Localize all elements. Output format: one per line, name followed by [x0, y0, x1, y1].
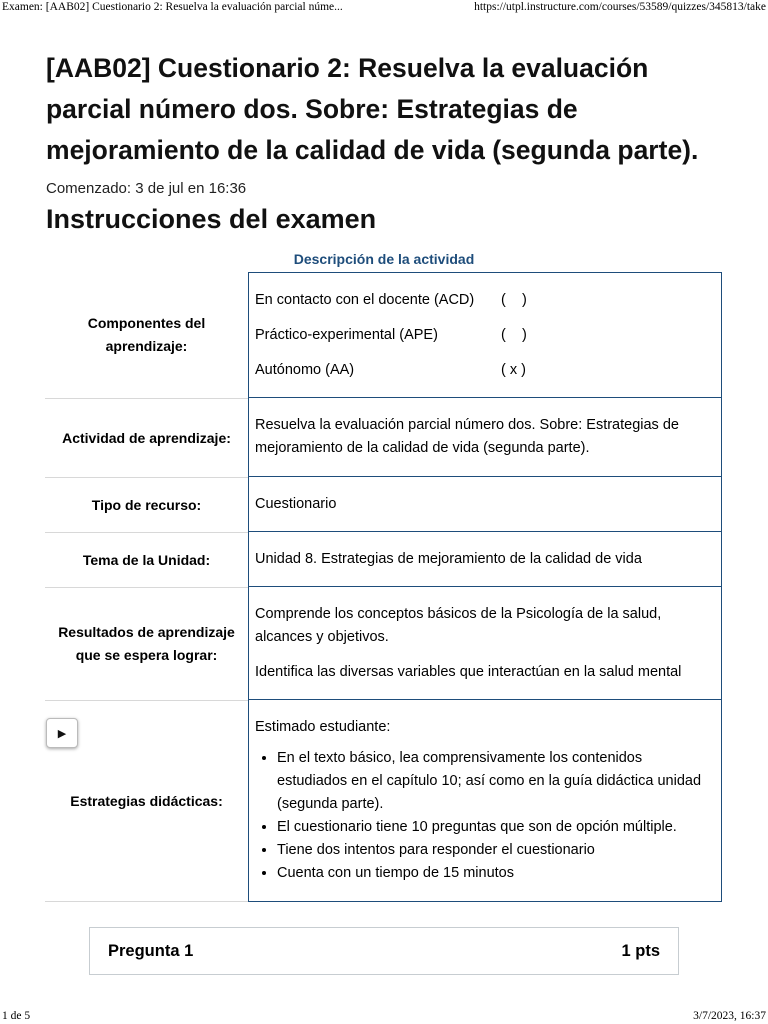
component-mark: ( x ): [501, 361, 526, 378]
row-unit-topic: [45, 532, 722, 587]
components-cell: [248, 272, 722, 398]
print-footer: [0, 1008, 768, 1024]
strategy-item: • Tiene dos intentos para responder el cuestionario: [277, 839, 715, 862]
component-mark: ( ): [501, 291, 527, 308]
row-components: [45, 272, 722, 398]
instructions-heading: Instrucciones del examen: [46, 204, 377, 234]
question-points: 1 pts: [621, 942, 660, 960]
row-strategies: [45, 700, 722, 902]
expected-result-item: Identifica las diversas variables que interactúan en la salud mental: [255, 663, 682, 680]
activity-description-caption: Descripción de la actividad: [293, 251, 475, 267]
component-mark: ( ): [501, 326, 527, 343]
strategy-item: • Cuenta con un tiempo de 15 minutos: [277, 862, 715, 885]
strategy-item: • En el texto básico, lea comprensivamente los contenidos estudiados en el capítulo 10; así como en la guía didáctica unidad (segunda parte).: [277, 747, 715, 816]
print-datetime: 3/7/2023, 16:37: [693, 1010, 766, 1022]
started-timestamp: Comenzado: 3 de jul en 16:36: [46, 180, 247, 197]
row-resource-type: [45, 477, 722, 532]
strategies-greeting: Estimado estudiante:: [255, 719, 391, 735]
print-url: https://utpl.instructure.com/courses/53589/quizzes/345813/take: [474, 1, 766, 13]
component-item: [255, 353, 715, 388]
print-header: [0, 0, 768, 18]
strategies-label: Estrategias didácticas:: [45, 700, 248, 902]
print-page-title: Examen: [AAB02] Cuestionario 2: Resuelva la evaluación parcial núme...: [2, 1, 343, 13]
component-name: En contacto con el docente (ACD): [255, 291, 475, 308]
resource-type-label: Tipo de recurso:: [45, 477, 248, 532]
strategies-cell: [248, 700, 722, 902]
component-name: Práctico-experimental (APE): [255, 326, 438, 343]
print-page-number: 1 de 5: [2, 1010, 31, 1022]
component-name: Autónomo (AA): [255, 361, 355, 378]
strategies-list: [255, 747, 715, 885]
question-header-bar: [90, 928, 678, 975]
strategy-item: • El cuestionario tiene 10 preguntas que son de opción múltiple.: [277, 816, 715, 839]
components-label: Componentes del aprendizaje:: [87, 315, 206, 354]
play-icon: ▶: [57, 727, 67, 740]
row-learning-activity: [45, 398, 722, 477]
component-item: [255, 283, 715, 318]
expected-results-cell: [248, 587, 722, 700]
activity-table: [45, 272, 722, 902]
unit-topic-label: Tema de la Unidad:: [45, 532, 248, 587]
quiz-title: [AAB02] Cuestionario 2: Resuelva la evaluación parcial número dos. Sobre: Estrategias de mejoramiento de la calidad de vida (segunda parte).: [46, 53, 699, 165]
resource-type-value: Cuestionario: [248, 477, 722, 532]
expected-results-label: Resultados de aprendizaje que se espera lograr:: [45, 587, 248, 700]
expected-result-item: Comprende los conceptos básicos de la Psicología de la salud, alcances y objetivos.: [255, 605, 662, 645]
unit-topic-value: Unidad 8. Estrategias de mejoramiento de la calidad de vida: [248, 532, 722, 587]
question-header: [89, 927, 679, 975]
learning-activity-value: Resuelva la evaluación parcial número dos. Sobre: Estrategias de mejoramiento de la calidad de vida (segunda parte).: [248, 398, 722, 477]
component-item: [255, 318, 715, 353]
learning-activity-label: Actividad de aprendizaje:: [45, 398, 248, 477]
question-title: Pregunta 1: [108, 942, 194, 960]
play-button[interactable]: [46, 718, 78, 748]
row-expected-results: [45, 587, 722, 700]
